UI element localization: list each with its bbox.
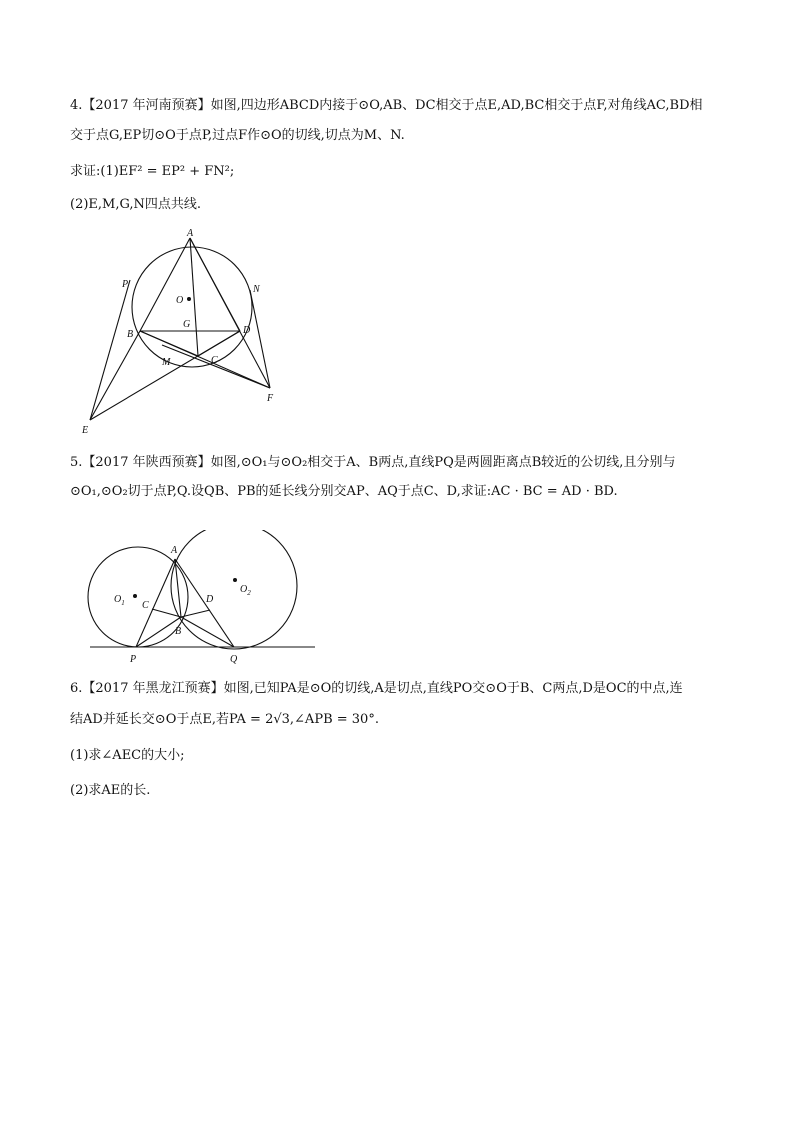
label-f: F bbox=[267, 393, 274, 404]
label-o2: $O_2$ bbox=[240, 584, 251, 597]
label-b: B bbox=[127, 329, 134, 340]
problem-4-line-2: 交于点G,EP切⊙O于点P,过点F作⊙O的切线,切点为M、N. bbox=[70, 128, 405, 143]
label-p: P bbox=[122, 279, 129, 290]
label-n: N bbox=[253, 284, 260, 295]
label-e: E bbox=[82, 425, 89, 436]
center-point-o bbox=[187, 297, 191, 301]
problem-4-line-1: 4.【2017 年河南预赛】如图,四边形ABCD内接于⊙O,AB、DC相交于点E,AD,BC相交于点F,对角线AC,BD相 bbox=[70, 98, 703, 113]
center-point-o1 bbox=[133, 594, 137, 598]
problem-5-line-1: 5.【2017 年陕西预赛】如图,⊙O₁与⊙O₂相交于A、B两点,直线PQ是两圆距离点B较近的公切线,且分别与 bbox=[70, 455, 676, 470]
label-o: O bbox=[176, 295, 184, 306]
label-a: A bbox=[171, 545, 178, 556]
label-c: C bbox=[211, 355, 218, 366]
problem-6-line-2: 结AD并延长交⊙O于点E,若PA = 2√3,∠APB = 30°. bbox=[70, 712, 379, 727]
circle-o2 bbox=[171, 530, 297, 649]
problem-6-line-4: (2)求AE的长. bbox=[70, 783, 151, 798]
problem-6-line-3: (1)求∠AEC的大小; bbox=[70, 748, 185, 763]
figure-5-lines bbox=[136, 559, 234, 647]
label-q: Q bbox=[230, 654, 238, 665]
circle-o1 bbox=[88, 547, 188, 647]
label-g: G bbox=[183, 319, 191, 330]
label-c: C bbox=[142, 600, 149, 611]
label-o1: $O_1$ bbox=[114, 594, 125, 607]
problem-4-line-3: 求证:(1)EF² = EP² + FN²; bbox=[70, 164, 235, 179]
label-a: A bbox=[187, 228, 194, 239]
figure-problem-5 bbox=[85, 530, 325, 670]
label-d: D bbox=[206, 594, 214, 605]
problem-4-line-4: (2)E,M,G,N四点共线. bbox=[70, 197, 202, 212]
label-p: P bbox=[130, 654, 137, 665]
figure-problem-4 bbox=[70, 225, 300, 440]
label-d: D bbox=[243, 325, 251, 336]
label-m: M bbox=[162, 357, 171, 368]
problem-6-line-1: 6.【2017 年黑龙江预赛】如图,已知PA是⊙O的切线,A是切点,直线PO交⊙O于B、C两点,D是OC的中点,连 bbox=[70, 681, 683, 696]
center-point-o2 bbox=[233, 578, 237, 582]
problem-5-line-2: ⊙O₁,⊙O₂切于点P,Q.设QB、PB的延长线分别交AP、AQ于点C、D,求证:AC · BC = AD · BD. bbox=[70, 484, 618, 499]
label-b: B bbox=[175, 626, 182, 637]
